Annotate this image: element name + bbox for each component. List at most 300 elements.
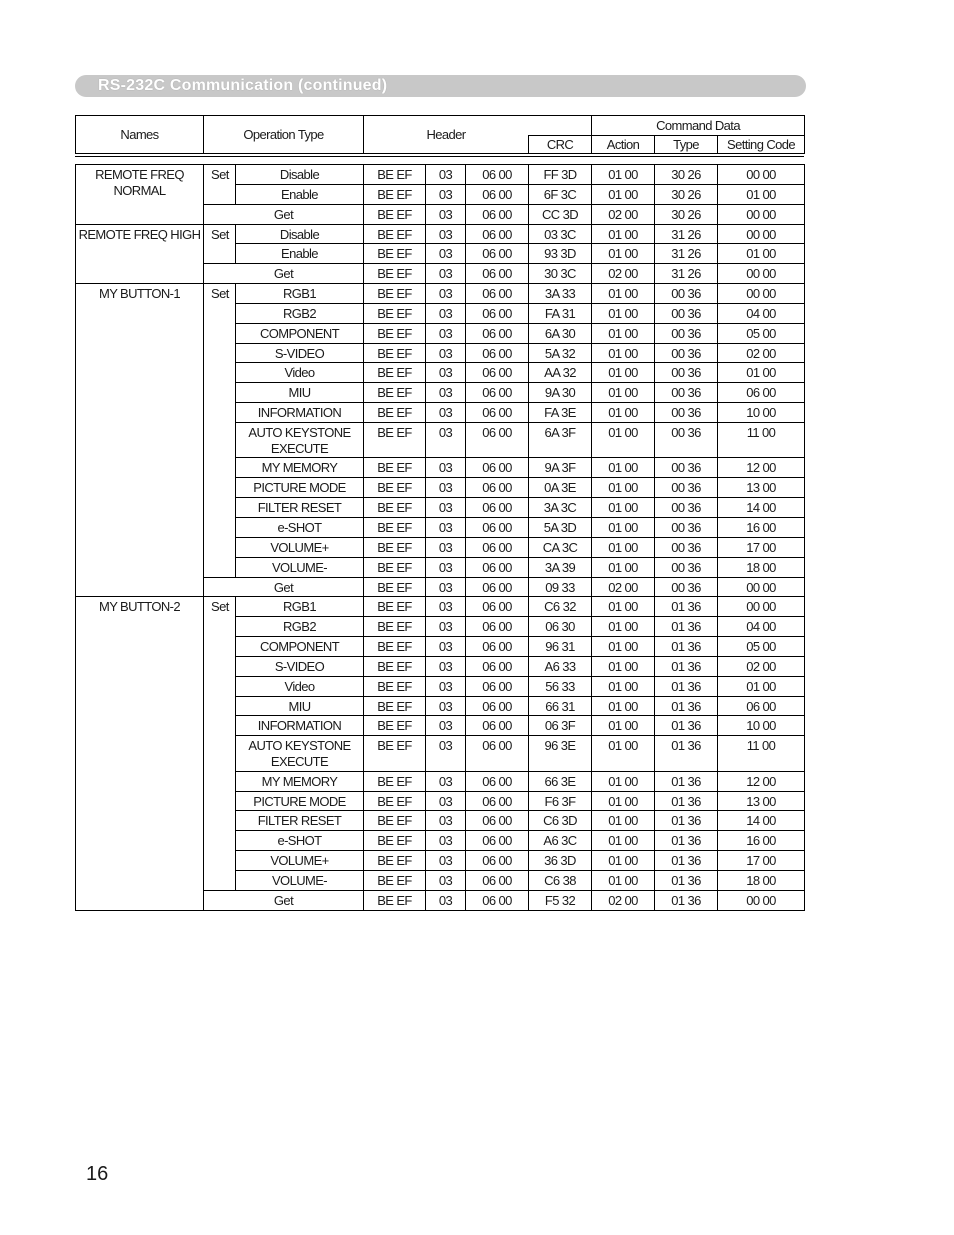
type-cell: 01 36 [655, 656, 718, 676]
header-code-cell: 06 00 [466, 771, 529, 791]
type-cell: 01 36 [655, 637, 718, 657]
type-cell: 00 36 [655, 303, 718, 323]
action-cell: 01 00 [592, 537, 655, 557]
header-size-cell: 03 [426, 871, 466, 891]
header-size-cell: 03 [426, 363, 466, 383]
setting-code-cell: 16 00 [718, 831, 805, 851]
header-size-cell: 03 [426, 811, 466, 831]
header-code-cell: 06 00 [466, 244, 529, 264]
command-table-header [75, 115, 805, 154]
group-name-cell: MY BUTTON-1 [76, 284, 204, 597]
type-cell: 01 36 [655, 597, 718, 617]
action-column-header: Action [592, 136, 655, 154]
action-cell: 01 00 [592, 851, 655, 871]
operation-cell: S-VIDEO [236, 343, 364, 363]
action-cell: 01 00 [592, 637, 655, 657]
header-size-cell: 03 [426, 303, 466, 323]
type-cell: 00 36 [655, 383, 718, 403]
header-size-cell: 03 [426, 403, 466, 423]
action-cell: 01 00 [592, 811, 655, 831]
crc-cell: 56 33 [529, 676, 592, 696]
action-cell: 01 00 [592, 383, 655, 403]
type-cell: 00 36 [655, 518, 718, 538]
group-name-cell: REMOTE FREQ NORMAL [76, 165, 204, 225]
operation-cell: FILTER RESET [236, 498, 364, 518]
type-cell: 00 36 [655, 478, 718, 498]
crc-cell: CA 3C [529, 537, 592, 557]
header-spacer-cell [529, 116, 592, 136]
command-data-column-header: Command Data [592, 116, 805, 136]
group-name-cell: REMOTE FREQ HIGH [76, 224, 204, 284]
header-code-cell: 06 00 [466, 224, 529, 244]
header-size-cell: 03 [426, 736, 466, 772]
header-id-cell: BE EF [364, 204, 426, 224]
setting-code-cell: 12 00 [718, 458, 805, 478]
action-cell: 02 00 [592, 204, 655, 224]
header-id-cell: BE EF [364, 458, 426, 478]
operation-cell: Disable [236, 224, 364, 244]
header-id-cell: BE EF [364, 696, 426, 716]
header-id-cell: BE EF [364, 383, 426, 403]
crc-cell: C6 38 [529, 871, 592, 891]
crc-cell: A6 33 [529, 656, 592, 676]
setting-code-cell: 00 00 [718, 264, 805, 284]
setting-code-cell: 00 00 [718, 577, 805, 597]
crc-cell: 96 3E [529, 736, 592, 772]
operation-cell: Disable [236, 165, 364, 185]
crc-cell: 30 3C [529, 264, 592, 284]
header-code-cell: 06 00 [466, 343, 529, 363]
header-size-cell: 03 [426, 165, 466, 185]
header-size-cell: 03 [426, 716, 466, 736]
header-size-cell: 03 [426, 676, 466, 696]
type-cell: 31 26 [655, 224, 718, 244]
setting-code-cell: 01 00 [718, 363, 805, 383]
action-cell: 01 00 [592, 184, 655, 204]
header-size-cell: 03 [426, 498, 466, 518]
header-size-cell: 03 [426, 617, 466, 637]
header-code-cell: 06 00 [466, 363, 529, 383]
set-label: Set [204, 224, 236, 264]
operation-cell: MY MEMORY [236, 458, 364, 478]
set-label: Set [204, 284, 236, 577]
header-id-cell: BE EF [364, 557, 426, 577]
type-cell: 00 36 [655, 577, 718, 597]
action-cell: 01 00 [592, 323, 655, 343]
header-size-cell: 03 [426, 637, 466, 657]
type-cell: 00 36 [655, 537, 718, 557]
header-code-cell: 06 00 [466, 165, 529, 185]
action-cell: 01 00 [592, 165, 655, 185]
setting-code-cell: 06 00 [718, 696, 805, 716]
operation-cell: RGB2 [236, 617, 364, 637]
type-cell: 30 26 [655, 165, 718, 185]
setting-code-cell: 05 00 [718, 323, 805, 343]
crc-cell: C6 32 [529, 597, 592, 617]
crc-cell: 03 3C [529, 224, 592, 244]
header-size-cell: 03 [426, 264, 466, 284]
action-cell: 01 00 [592, 597, 655, 617]
header-code-cell: 06 00 [466, 676, 529, 696]
action-cell: 01 00 [592, 403, 655, 423]
action-cell: 01 00 [592, 303, 655, 323]
operation-cell: RGB1 [236, 284, 364, 304]
table-row [76, 165, 805, 185]
type-cell: 31 26 [655, 244, 718, 264]
header-size-cell: 03 [426, 851, 466, 871]
header-id-cell: BE EF [364, 831, 426, 851]
crc-cell: FA 31 [529, 303, 592, 323]
crc-cell: 66 31 [529, 696, 592, 716]
page-number: 16 [86, 1163, 109, 1185]
header-size-cell: 03 [426, 323, 466, 343]
setting-code-cell: 13 00 [718, 478, 805, 498]
header-code-cell: 06 00 [466, 284, 529, 304]
header-id-cell: BE EF [364, 284, 426, 304]
setting-code-cell: 00 00 [718, 284, 805, 304]
setting-code-cell: 12 00 [718, 771, 805, 791]
header-size-cell: 03 [426, 791, 466, 811]
crc-cell: 96 31 [529, 637, 592, 657]
crc-cell: AA 32 [529, 363, 592, 383]
crc-cell: F6 3F [529, 791, 592, 811]
setting-code-cell: 01 00 [718, 184, 805, 204]
table-row [76, 597, 805, 617]
type-cell: 01 36 [655, 851, 718, 871]
type-cell: 00 36 [655, 498, 718, 518]
crc-cell: F5 32 [529, 890, 592, 910]
section-title: RS-232C Communication (continued) [98, 77, 388, 94]
setting-code-cell: 05 00 [718, 637, 805, 657]
crc-cell: 9A 3F [529, 458, 592, 478]
header-code-cell: 06 00 [466, 303, 529, 323]
header-code-cell: 06 00 [466, 617, 529, 637]
setting-code-cell: 00 00 [718, 890, 805, 910]
setting-code-column-header: Setting Code [718, 136, 805, 154]
header-code-cell: 06 00 [466, 791, 529, 811]
command-table-body [75, 164, 805, 911]
crc-cell: 93 3D [529, 244, 592, 264]
crc-column-header: CRC [529, 136, 592, 154]
header-size-cell: 03 [426, 656, 466, 676]
header-size-cell: 03 [426, 696, 466, 716]
operation-cell: Video [236, 676, 364, 696]
operation-cell: COMPONENT [236, 637, 364, 657]
setting-code-cell: 04 00 [718, 617, 805, 637]
operation-cell: e-SHOT [236, 831, 364, 851]
header-size-cell: 03 [426, 537, 466, 557]
header-id-cell: BE EF [364, 478, 426, 498]
crc-cell: 36 3D [529, 851, 592, 871]
header-code-cell: 06 00 [466, 736, 529, 772]
header-size-cell: 03 [426, 224, 466, 244]
operation-cell: PICTURE MODE [236, 791, 364, 811]
operation-cell: INFORMATION [236, 716, 364, 736]
header-code-cell: 06 00 [466, 597, 529, 617]
header-id-cell: BE EF [364, 363, 426, 383]
header-code-cell: 06 00 [466, 871, 529, 891]
operation-cell: e-SHOT [236, 518, 364, 538]
setting-code-cell: 11 00 [718, 422, 805, 458]
header-size-cell: 03 [426, 831, 466, 851]
operation-cell: VOLUME+ [236, 537, 364, 557]
header-code-cell: 06 00 [466, 537, 529, 557]
type-cell: 00 36 [655, 343, 718, 363]
operation-cell: VOLUME- [236, 557, 364, 577]
header-code-cell: 06 00 [466, 851, 529, 871]
operation-cell: AUTO KEYSTONE EXECUTE [236, 422, 364, 458]
type-cell: 31 26 [655, 264, 718, 284]
header-id-cell: BE EF [364, 871, 426, 891]
crc-cell: 9A 30 [529, 383, 592, 403]
crc-cell: 06 30 [529, 617, 592, 637]
action-cell: 01 00 [592, 458, 655, 478]
operation-cell: MY MEMORY [236, 771, 364, 791]
setting-code-cell: 10 00 [718, 403, 805, 423]
header-id-cell: BE EF [364, 165, 426, 185]
header-code-cell: 06 00 [466, 458, 529, 478]
header-id-cell: BE EF [364, 617, 426, 637]
header-code-cell: 06 00 [466, 264, 529, 284]
crc-cell: 5A 3D [529, 518, 592, 538]
crc-cell: CC 3D [529, 204, 592, 224]
table-row [76, 284, 805, 304]
header-size-cell: 03 [426, 343, 466, 363]
header-id-cell: BE EF [364, 184, 426, 204]
header-code-cell: 06 00 [466, 323, 529, 343]
header-code-cell: 06 00 [466, 637, 529, 657]
operation-cell: AUTO KEYSTONE EXECUTE [236, 736, 364, 772]
setting-code-cell: 00 00 [718, 597, 805, 617]
setting-code-cell: 14 00 [718, 498, 805, 518]
action-cell: 02 00 [592, 577, 655, 597]
setting-code-cell: 01 00 [718, 244, 805, 264]
names-column-header: Names [76, 116, 204, 154]
setting-code-cell: 16 00 [718, 518, 805, 538]
header-id-cell: BE EF [364, 890, 426, 910]
header-code-cell: 06 00 [466, 498, 529, 518]
operation-cell: VOLUME- [236, 871, 364, 891]
crc-cell: FF 3D [529, 165, 592, 185]
header-code-cell: 06 00 [466, 383, 529, 403]
get-label: Get [204, 890, 364, 910]
header-id-cell: BE EF [364, 637, 426, 657]
header-id-cell: BE EF [364, 343, 426, 363]
type-cell: 30 26 [655, 204, 718, 224]
crc-cell: 6A 30 [529, 323, 592, 343]
type-cell: 00 36 [655, 557, 718, 577]
action-cell: 01 00 [592, 871, 655, 891]
header-size-cell: 03 [426, 244, 466, 264]
action-cell: 01 00 [592, 617, 655, 637]
header-id-cell: BE EF [364, 716, 426, 736]
action-cell: 01 00 [592, 518, 655, 538]
type-cell: 01 36 [655, 696, 718, 716]
header-code-cell: 06 00 [466, 478, 529, 498]
header-size-cell: 03 [426, 890, 466, 910]
action-cell: 01 00 [592, 696, 655, 716]
operation-cell: COMPONENT [236, 323, 364, 343]
type-cell: 00 36 [655, 422, 718, 458]
action-cell: 01 00 [592, 363, 655, 383]
get-label: Get [204, 264, 364, 284]
action-cell: 01 00 [592, 736, 655, 772]
get-label: Get [204, 577, 364, 597]
header-size-cell: 03 [426, 284, 466, 304]
type-cell: 01 36 [655, 890, 718, 910]
header-id-cell: BE EF [364, 244, 426, 264]
crc-cell: 3A 33 [529, 284, 592, 304]
action-cell: 01 00 [592, 557, 655, 577]
operation-cell: Enable [236, 184, 364, 204]
type-cell: 01 36 [655, 791, 718, 811]
header-id-cell: BE EF [364, 736, 426, 772]
setting-code-cell: 00 00 [718, 224, 805, 244]
operation-cell: RGB1 [236, 597, 364, 617]
setting-code-cell: 14 00 [718, 811, 805, 831]
command-rows [76, 165, 805, 911]
section-title-bar [75, 75, 806, 97]
action-cell: 01 00 [592, 771, 655, 791]
set-label: Set [204, 165, 236, 205]
header-size-cell: 03 [426, 204, 466, 224]
operation-cell: INFORMATION [236, 403, 364, 423]
action-cell: 01 00 [592, 716, 655, 736]
setting-code-cell: 17 00 [718, 851, 805, 871]
action-cell: 01 00 [592, 831, 655, 851]
header-code-cell: 06 00 [466, 577, 529, 597]
header-id-cell: BE EF [364, 851, 426, 871]
header-id-cell: BE EF [364, 597, 426, 617]
header-size-cell: 03 [426, 597, 466, 617]
crc-cell: 09 33 [529, 577, 592, 597]
header-divider [75, 156, 804, 157]
header-code-cell: 06 00 [466, 184, 529, 204]
setting-code-cell: 18 00 [718, 871, 805, 891]
header-size-cell: 03 [426, 184, 466, 204]
header-size-cell: 03 [426, 577, 466, 597]
crc-cell: C6 3D [529, 811, 592, 831]
header-size-cell: 03 [426, 383, 466, 403]
setting-code-cell: 02 00 [718, 656, 805, 676]
crc-cell: FA 3E [529, 403, 592, 423]
crc-cell: 3A 39 [529, 557, 592, 577]
header-row [76, 116, 805, 136]
crc-cell: A6 3C [529, 831, 592, 851]
header-id-cell: BE EF [364, 224, 426, 244]
operation-cell: MIU [236, 696, 364, 716]
get-label: Get [204, 204, 364, 224]
setting-code-cell: 10 00 [718, 716, 805, 736]
set-label: Set [204, 597, 236, 890]
operation-cell: PICTURE MODE [236, 478, 364, 498]
crc-cell: 3A 3C [529, 498, 592, 518]
operation-cell: VOLUME+ [236, 851, 364, 871]
action-cell: 01 00 [592, 676, 655, 696]
setting-code-cell: 00 00 [718, 165, 805, 185]
action-cell: 01 00 [592, 284, 655, 304]
header-size-cell: 03 [426, 518, 466, 538]
type-cell: 01 36 [655, 831, 718, 851]
crc-cell: 0A 3E [529, 478, 592, 498]
action-cell: 02 00 [592, 890, 655, 910]
type-cell: 00 36 [655, 323, 718, 343]
header-code-cell: 06 00 [466, 656, 529, 676]
crc-cell: 06 3F [529, 716, 592, 736]
header-id-cell: BE EF [364, 791, 426, 811]
header-size-cell: 03 [426, 422, 466, 458]
action-cell: 01 00 [592, 656, 655, 676]
type-cell: 00 36 [655, 363, 718, 383]
operation-cell: RGB2 [236, 303, 364, 323]
header-id-cell: BE EF [364, 518, 426, 538]
header-id-cell: BE EF [364, 422, 426, 458]
header-code-cell: 06 00 [466, 422, 529, 458]
type-cell: 01 36 [655, 771, 718, 791]
type-cell: 00 36 [655, 284, 718, 304]
setting-code-cell: 11 00 [718, 736, 805, 772]
setting-code-cell: 00 00 [718, 204, 805, 224]
type-cell: 01 36 [655, 716, 718, 736]
crc-cell: 66 3E [529, 771, 592, 791]
header-size-cell: 03 [426, 771, 466, 791]
header-id-cell: BE EF [364, 264, 426, 284]
crc-cell: 6A 3F [529, 422, 592, 458]
header-id-cell: BE EF [364, 811, 426, 831]
action-cell: 01 00 [592, 224, 655, 244]
type-cell: 01 36 [655, 676, 718, 696]
action-cell: 01 00 [592, 244, 655, 264]
type-column-header: Type [655, 136, 718, 154]
setting-code-cell: 04 00 [718, 303, 805, 323]
operation-type-column-header: Operation Type [204, 116, 364, 154]
setting-code-cell: 02 00 [718, 343, 805, 363]
type-cell: 00 36 [655, 403, 718, 423]
header-id-cell: BE EF [364, 656, 426, 676]
operation-cell: FILTER RESET [236, 811, 364, 831]
header-id-cell: BE EF [364, 676, 426, 696]
setting-code-cell: 17 00 [718, 537, 805, 557]
type-cell: 01 36 [655, 617, 718, 637]
header-code-cell: 06 00 [466, 403, 529, 423]
header-id-cell: BE EF [364, 537, 426, 557]
header-code-cell: 06 00 [466, 811, 529, 831]
operation-cell: S-VIDEO [236, 656, 364, 676]
action-cell: 01 00 [592, 343, 655, 363]
crc-cell: 5A 32 [529, 343, 592, 363]
action-cell: 01 00 [592, 478, 655, 498]
action-cell: 02 00 [592, 264, 655, 284]
header-column-header: Header [364, 116, 529, 154]
type-cell: 01 36 [655, 871, 718, 891]
header-code-cell: 06 00 [466, 890, 529, 910]
action-cell: 01 00 [592, 422, 655, 458]
crc-cell: 6F 3C [529, 184, 592, 204]
header-id-cell: BE EF [364, 403, 426, 423]
setting-code-cell: 18 00 [718, 557, 805, 577]
operation-cell: Enable [236, 244, 364, 264]
operation-cell: MIU [236, 383, 364, 403]
header-id-cell: BE EF [364, 303, 426, 323]
header-code-cell: 06 00 [466, 696, 529, 716]
action-cell: 01 00 [592, 791, 655, 811]
header-code-cell: 06 00 [466, 716, 529, 736]
header-code-cell: 06 00 [466, 557, 529, 577]
setting-code-cell: 01 00 [718, 676, 805, 696]
header-code-cell: 06 00 [466, 831, 529, 851]
type-cell: 01 36 [655, 811, 718, 831]
header-size-cell: 03 [426, 478, 466, 498]
